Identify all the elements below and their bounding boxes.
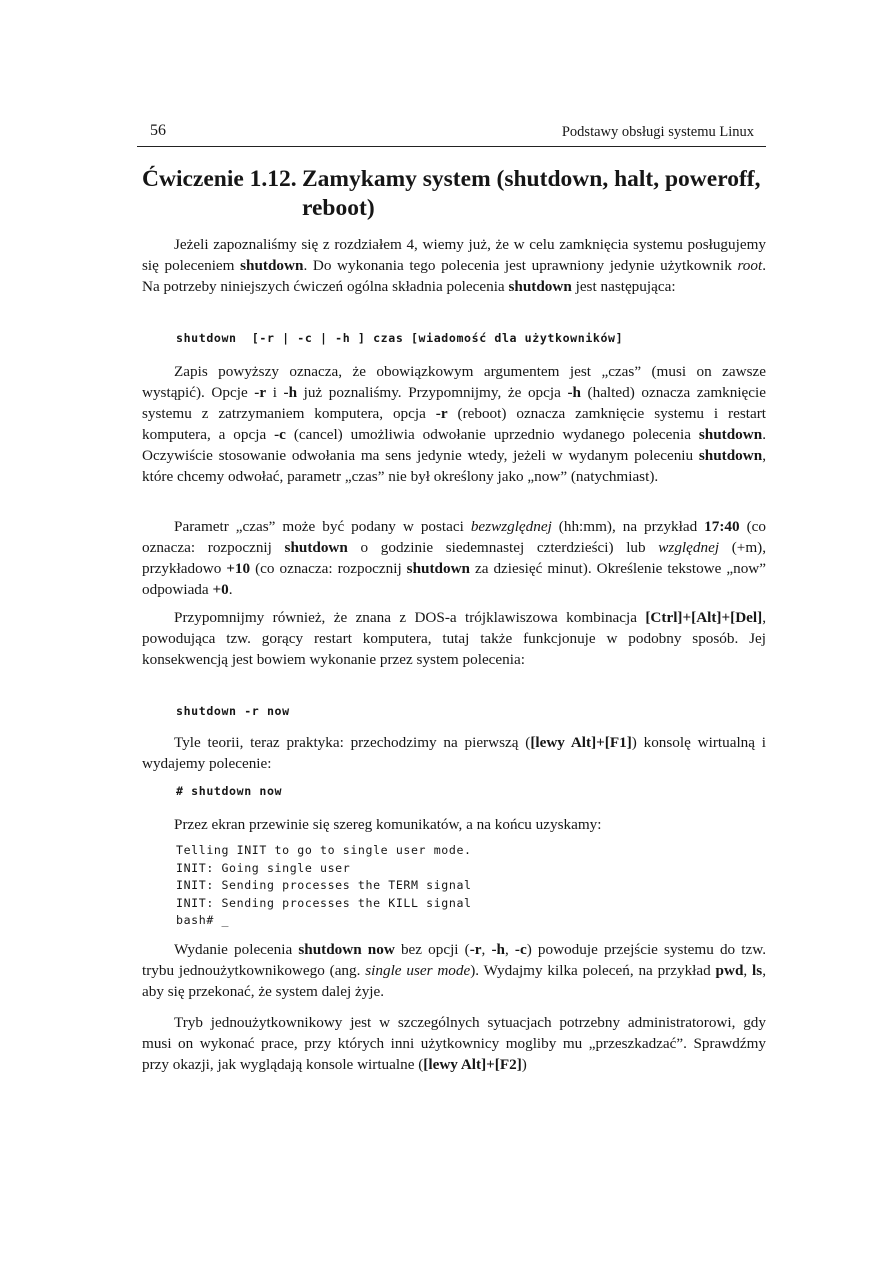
paragraph-time-param [142, 516, 766, 600]
code-shutdown-now: shutdown -r now [176, 704, 290, 718]
paragraph: Przez ekran przewinie się szereg komunikatów, a na końcu uzyskamy: [174, 816, 602, 833]
code-syntax-block [176, 330, 800, 348]
terminal-line: Telling INIT to go to single user mode. [176, 843, 472, 857]
paragraph-admin [142, 1012, 766, 1075]
paragraph: Przypomnijmy również, że znana z DOS-a trójklawiszowa kombinacja [Ctrl]+[Alt]+[Del], powodująca tzw. gorący restart komputera, tutaj także funkcjonuje w podobny sposób. Jej konsekwencją jest bowiem wykonanie przez system polecenia: [142, 609, 766, 668]
terminal-output [176, 842, 800, 930]
paragraph: Jeżeli zapoznaliśmy się z rozdziałem 4, wiemy już, że w celu zamknięcia systemu posługujemy się poleceniem shutdown. Do wykonania tego polecenia jest uprawniony jedynie użytkownik root. Na potrzeby niniejszych ćwiczeń ogólna składnia polecenia shutdown jest następująca: [142, 236, 766, 295]
exercise-title-line1: Zamykamy system (shutdown, halt, poweroff, [302, 166, 761, 192]
paragraph: Tyle teorii, teraz praktyka: przechodzimy na pierwszą ([lewy Alt]+[F1]) konsolę wirtualną i wydajemy polecenie: [142, 734, 766, 772]
page-number: 56 [150, 122, 166, 139]
terminal-line: INIT: Sending processes the TERM signal [176, 878, 472, 892]
paragraph-options [142, 361, 766, 487]
paragraph: Parametr „czas” może być podany w postaci bezwzględnej (hh:mm), na przykład 17:40 (co oznacza: rozpocznij shutdown o godzinie siedemnastej czterdzieści) lub względnej (+m), przykładowo +10 (co oznacza: rozpocznij shutdown za dziesięć minut). Określenie tekstowe „now” odpowiada +0. [142, 518, 766, 598]
code-prompt-block [176, 783, 800, 801]
paragraph: Wydanie polecenia shutdown now bez opcji (-r, -h, -c) powoduje przejście systemu do tzw. trybu jednoużytkownikowego (ang. single user mode). Wydajmy kilka poleceń, na przykład pwd, ls, aby się przekonać, że system dalej żyje. [142, 941, 767, 1000]
paragraph: Zapis powyższy oznacza, że obowiązkowym argumentem jest „czas” (musi on zawsze wystąpić). Opcje -r i -h już poznaliśmy. Przypomnijmy, że opcja -h (halted) oznacza zamknięcie systemu z zatrzymaniem komputera, opcja -r (reboot) oznacza zamknięcie systemu i restart komputera, a opcja -c (cancel) umożliwia odwołanie uprzednio wydanego polecenia shutdown. Oczywiście stosowanie odwołania ma sens jedynie wtedy, jeżeli w wydanym poleceniu shutdown, które chcemy odwołać, parametr „czas” nie był określony jako „now” (natychmiast). [142, 363, 767, 485]
terminal-line: bash# _ [176, 913, 230, 927]
terminal-line: INIT: Going single user [176, 860, 351, 875]
paragraph-ctrl-alt-del [142, 607, 766, 670]
code-syntax: shutdown [-r | -c | -h ] czas [wiadomość dla użytkowników] [176, 331, 624, 345]
terminal-line: INIT: Sending processes the KILL signal [176, 895, 472, 910]
exercise-number: Ćwiczenie 1.12. [142, 166, 297, 192]
paragraph-single-user [142, 939, 766, 1002]
code-now-block [176, 703, 800, 721]
exercise-title-line2: reboot) [302, 195, 375, 221]
paragraph-messages [142, 814, 766, 835]
page-header [137, 120, 766, 147]
paragraph-intro [142, 234, 766, 297]
running-title: Podstawy obsługi systemu Linux [561, 124, 754, 140]
paragraph-practice [142, 732, 766, 774]
exercise-title [142, 165, 782, 223]
code-prompt: # shutdown now [176, 784, 283, 798]
paragraph: Tryb jednoużytkownikowy jest w szczególnych sytuacjach potrzebny administratorowi, gdy musi on wykonać prace, przy których inni użytkownicy mogliby mu „przeszkadzać”. Sprawdźmy przy okazji, jak wyglądają konsole wirtualne ([lewy Alt]+[F2]) [142, 1014, 766, 1073]
